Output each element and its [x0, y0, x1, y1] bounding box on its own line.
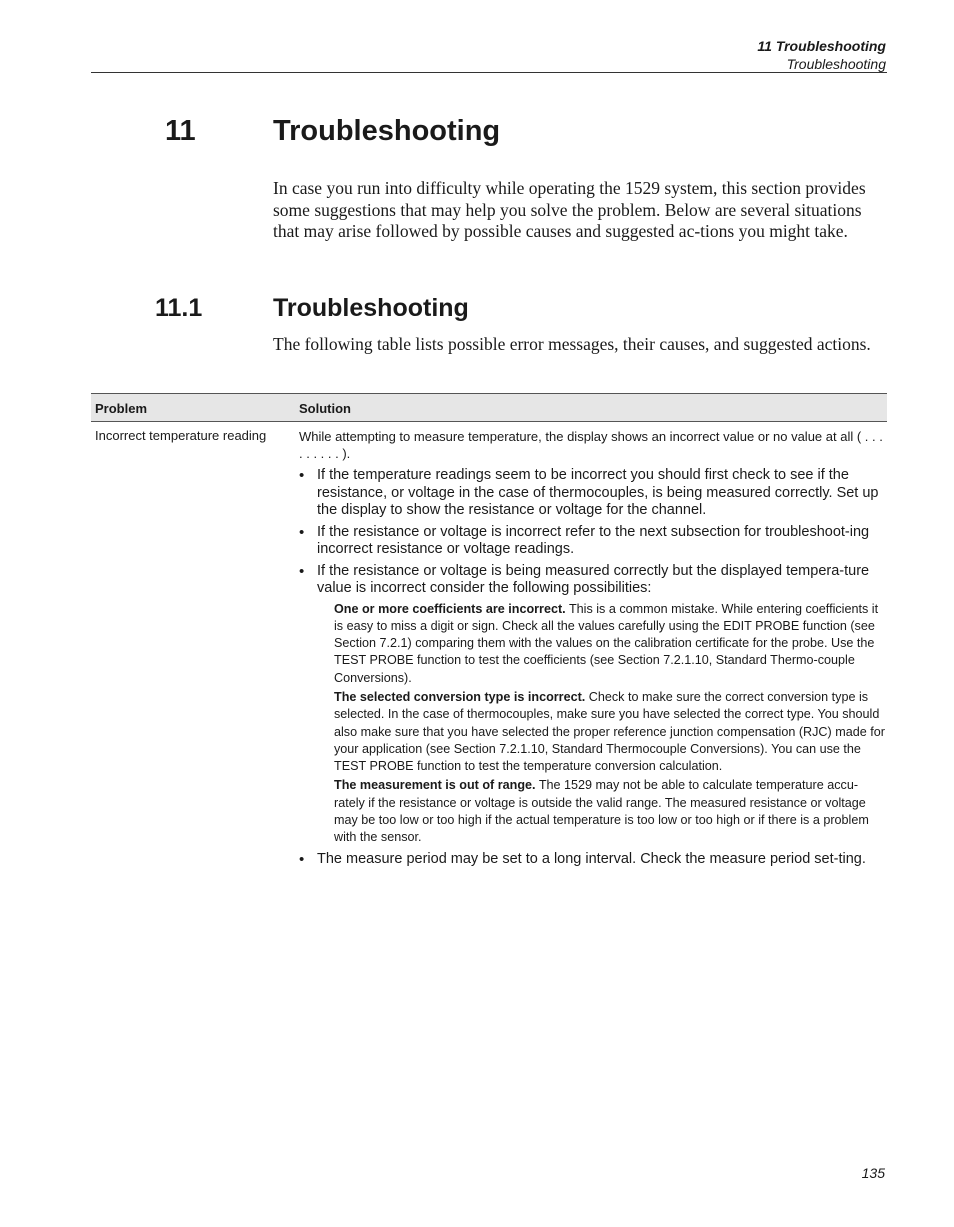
troubleshooting-table	[91, 393, 887, 422]
cause-text: This is a common mistake. While entering coefficients it is easy to miss a digit or sign. Check all the values carefully using the EDIT PROBE function (see Section 7.2.1) comparing them with the values on the calibration certificate for the probe. Use the TEST PROBE function to test the coefficients (see Section 7.2.1.10, Standard Thermo-couple Conversions).	[334, 601, 879, 685]
bullet-icon: •	[299, 523, 305, 541]
section-title: Troubleshooting	[273, 294, 469, 322]
chapter-number: 11	[165, 115, 196, 147]
column-header-solution: Solution	[299, 401, 351, 416]
bullet-icon: •	[299, 467, 305, 484]
table-header-row	[91, 393, 887, 422]
cause-title: The measurement is out of range.	[334, 778, 536, 793]
cause-item	[334, 689, 887, 775]
header-rule	[91, 72, 887, 73]
bullet-text: If the resistance or voltage is being measured correctly but the displayed tempera-ture value is incorrect consider the following possibilities:	[317, 562, 870, 596]
bullet-text: If the resistance or voltage is incorrect refer to the next subsection for troubleshoot-ing incorrect resistance or voltage readings.	[317, 523, 870, 557]
cause-title: One or more coefficients are incorrect.	[334, 601, 566, 616]
column-header-problem: Problem	[95, 401, 148, 416]
section-number: 11.1	[155, 294, 203, 322]
problem-cell: Incorrect temperature reading	[95, 428, 267, 443]
cause-item	[334, 601, 887, 687]
running-header-section: Troubleshooting	[786, 56, 886, 72]
running-header-chapter: 11 Troubleshooting	[757, 38, 886, 54]
section-intro: The following table lists possible error messages, their causes, and suggested actions.	[273, 334, 871, 354]
bullet-text: The measure period may be set to a long interval. Check the measure period set-ting.	[317, 850, 866, 867]
solution-bullet-list	[299, 467, 887, 868]
solution-bullet	[299, 467, 887, 520]
cause-item	[334, 777, 887, 846]
cause-title: The selected conversion type is incorrect.	[334, 689, 586, 704]
solution-bullet	[299, 851, 887, 869]
bullet-icon: •	[299, 850, 305, 868]
bullet-text: If the temperature readings seem to be incorrect you should first check to see if the resistance, or voltage in the case of thermocouples, is being measured correctly. Set up the display to show the resistance or voltage for the channel.	[317, 467, 879, 518]
chapter-title: Troubleshooting	[273, 115, 501, 147]
cause-text: Check to make sure the correct conversion type is selected. In the case of thermocouples, make sure you have selected the correct type. You should also make sure that you have selected the proper reference junction compensation (RJC) made for your application (see Section 7.2.1.10, Standard Thermocouple Conversions). You can use the TEST PROBE function to test the temperature conversion calculation.	[334, 689, 885, 774]
solution-lead: While attempting to measure temperature, the display shows an incorrect value or no value at all ( . . . . . . . . . ).	[299, 429, 883, 461]
solution-bullet	[299, 524, 887, 559]
possible-causes	[334, 601, 887, 847]
chapter-intro: In case you run into difficulty while operating the 1529 system, this section provides some suggestions that may help you solve the problem. Below are several situations that may arise followed by possible causes and suggested ac-tions you might take.	[273, 178, 866, 241]
bullet-icon: •	[299, 562, 305, 580]
solution-bullet	[299, 563, 887, 847]
cause-text: The 1529 may not be able to calculate temperature accu-rately if the resistance or voltage is outside the valid range. The measured resistance or voltage may be too low or too high if the actual temperature is too low or too high or if there is a problem with the sensor.	[334, 778, 869, 845]
page-number: 135	[861, 1165, 885, 1181]
solution-cell	[299, 428, 887, 872]
